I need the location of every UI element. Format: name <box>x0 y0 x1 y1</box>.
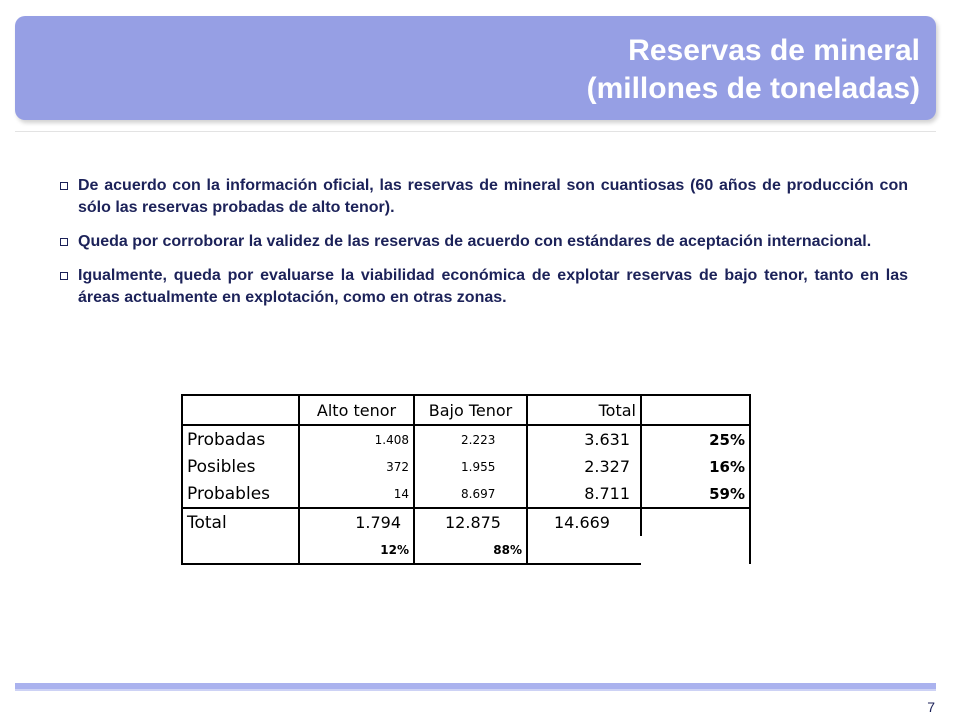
table-cell: 8.711 <box>527 480 641 508</box>
square-bullet-icon <box>60 238 68 246</box>
row-label: Probables <box>182 480 299 508</box>
row-label: Probadas <box>182 425 299 453</box>
table-total-row <box>182 508 750 536</box>
title-divider <box>15 131 936 132</box>
square-bullet-icon <box>60 182 68 190</box>
table-header-cell: Bajo Tenor <box>414 395 527 425</box>
table-cell: 25% <box>641 425 750 453</box>
slide-title <box>587 32 920 108</box>
table-cell: 372 <box>299 453 414 480</box>
bullet-text: Igualmente, queda por evaluarse la viabilidad económica de explotar reservas de bajo tenor, tanto en las áreas actualmente en explotación, como en otras zonas. <box>78 267 908 306</box>
table-cell: 12% <box>299 536 414 564</box>
table-cell: 1.955 <box>414 453 527 480</box>
bullet-item <box>58 231 908 253</box>
table-row <box>182 425 750 453</box>
table-cell: 2.223 <box>414 425 527 453</box>
table-cell: 14.669 <box>527 508 641 536</box>
reserves-table <box>181 394 751 565</box>
bullet-item <box>58 175 908 219</box>
table-row <box>182 480 750 508</box>
table-header-cell: Total <box>527 395 641 425</box>
table-cell: 12.875 <box>414 508 527 536</box>
table-row <box>182 453 750 480</box>
table-header-row <box>182 395 750 425</box>
slide-title-line-1: Reservas de mineral <box>628 34 920 67</box>
table-cell: 59% <box>641 480 750 508</box>
table-header-cell <box>182 395 299 425</box>
table-cell: 3.631 <box>527 425 641 453</box>
table-cell <box>641 536 750 564</box>
bullet-list <box>58 175 908 321</box>
table-cell: 2.327 <box>527 453 641 480</box>
bullet-text: De acuerdo con la información oficial, las reservas de mineral son cuantiosas (60 años de producción con sólo las reservas probadas de alto tenor). <box>78 177 908 216</box>
table-cell: 88% <box>414 536 527 564</box>
table-cell <box>527 536 641 564</box>
slide-title-line-2: (millones de toneladas) <box>586 72 920 105</box>
table-cell <box>641 508 750 536</box>
bullet-text: Queda por corroborar la validez de las reservas de acuerdo con estándares de aceptación internacional. <box>78 233 872 250</box>
title-band <box>15 16 936 120</box>
table-cell <box>182 536 299 564</box>
table-header-cell: Alto tenor <box>299 395 414 425</box>
table-cell: 1.408 <box>299 425 414 453</box>
row-label: Total <box>182 508 299 536</box>
bullet-item <box>58 265 908 309</box>
footer-band <box>15 683 936 691</box>
table-cell: 16% <box>641 453 750 480</box>
page-number: 7 <box>927 699 935 715</box>
table-share-row <box>182 536 750 564</box>
square-bullet-icon <box>60 272 68 280</box>
table-cell: 1.794 <box>299 508 414 536</box>
table-cell: 8.697 <box>414 480 527 508</box>
row-label: Posibles <box>182 453 299 480</box>
table-header-cell <box>641 395 750 425</box>
table-cell: 14 <box>299 480 414 508</box>
